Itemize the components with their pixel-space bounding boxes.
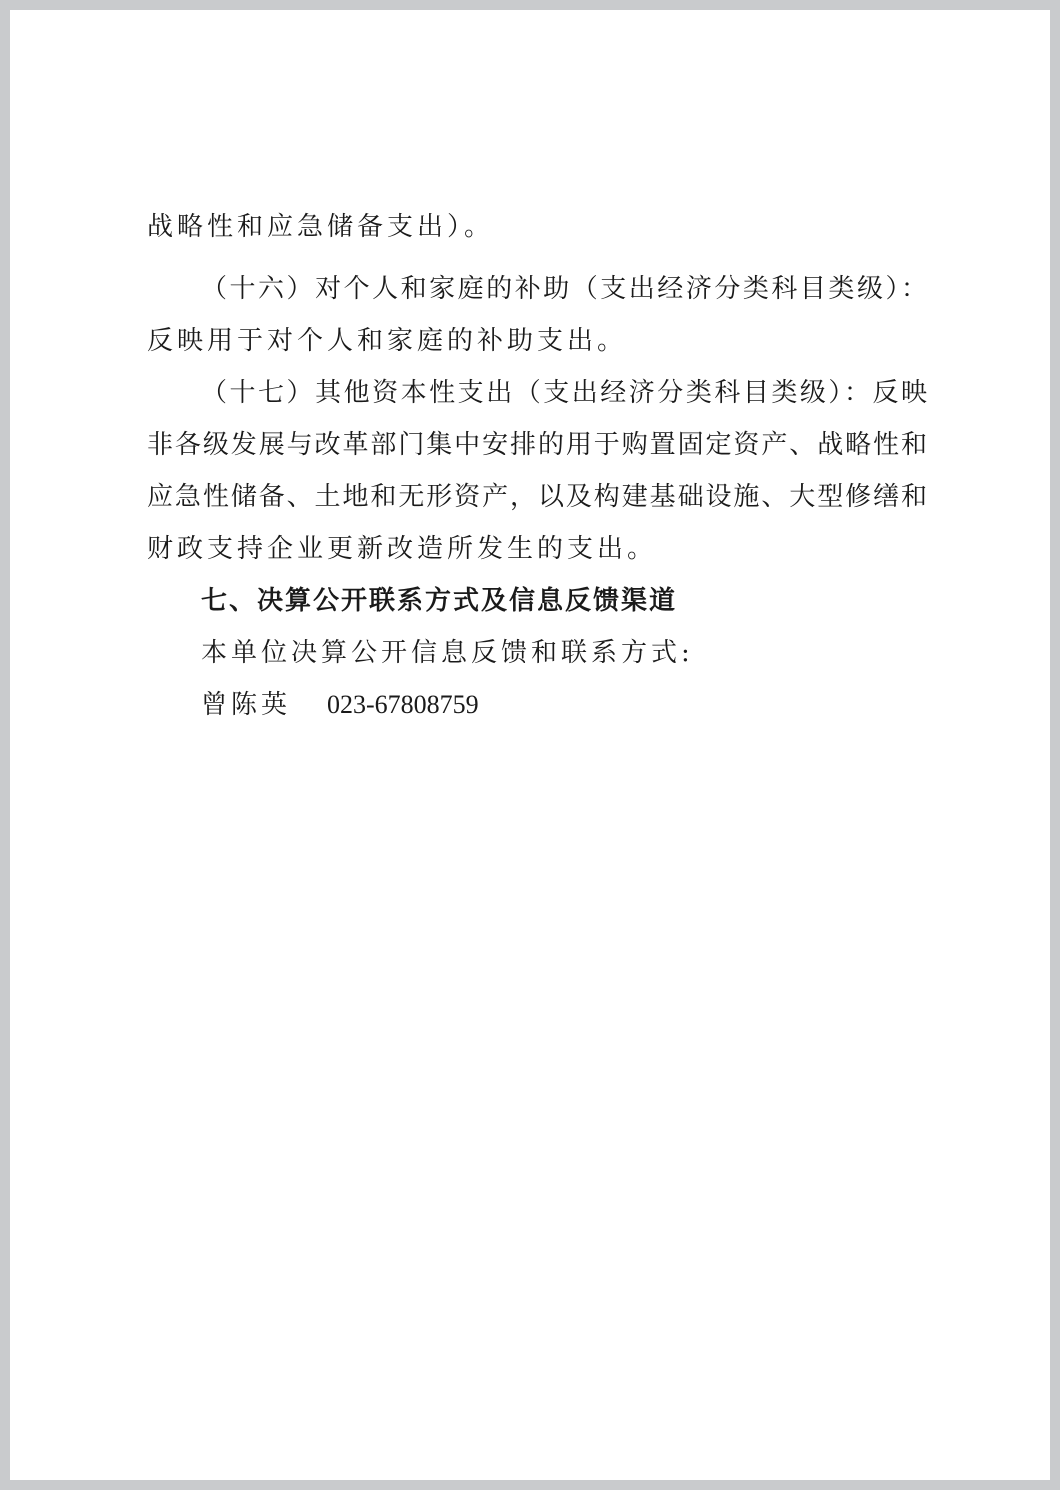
paragraph-line: 应急性储备、土地和无形资产，以及构建基础设施、大型修缮和 bbox=[147, 482, 927, 512]
paragraph-line: 非各级发展与改革部门集中安排的用于购置固定资产、战略性和 bbox=[147, 430, 927, 460]
paragraph-line: 财政支持企业更新改造所发生的支出。 bbox=[147, 534, 658, 564]
document-page bbox=[10, 10, 1050, 1480]
paragraph-line: （十六）对个人和家庭的补助（支出经济分类科目类级）： bbox=[201, 274, 927, 304]
paragraph-line: 战略性和应急储备支出）。 bbox=[147, 212, 495, 242]
contact-name: 曾陈英 bbox=[201, 690, 292, 720]
contact-phone: 023-67808759 bbox=[327, 690, 479, 719]
contact-line bbox=[201, 688, 927, 722]
paragraph-line: （十七）其他资本性支出（支出经济分类科目类级）：反映 bbox=[201, 378, 927, 408]
section-heading: 七、决算公开联系方式及信息反馈渠道 bbox=[201, 586, 678, 616]
contact-intro: 本单位决算公开信息反馈和联系方式: bbox=[201, 638, 694, 668]
paragraph-line: 反映用于对个人和家庭的补助支出。 bbox=[147, 326, 628, 356]
